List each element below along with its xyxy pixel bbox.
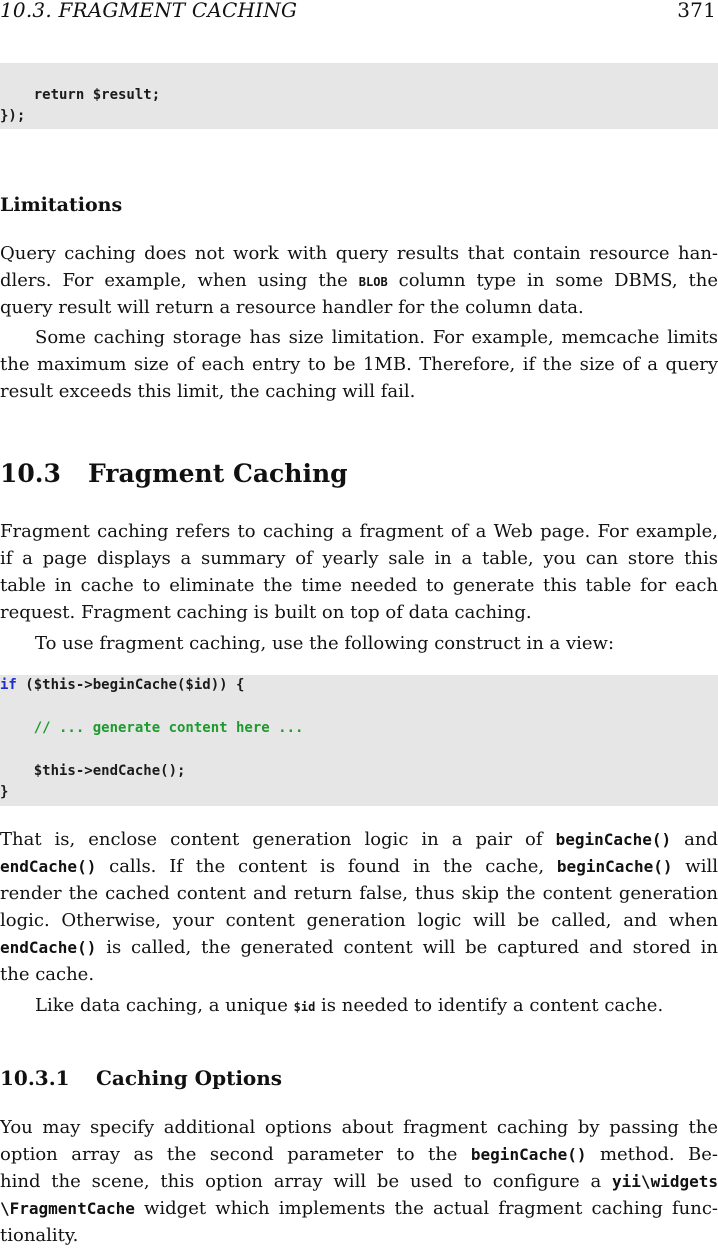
inline-code: endCache()	[0, 938, 97, 957]
subsection-title: Caching Options	[96, 1066, 283, 1090]
text-line: if a page displays a summary of yearly sale in a table, you can store this	[0, 548, 718, 569]
inline-code-blob: BLOB	[358, 275, 388, 289]
text-line: tionality.	[0, 1225, 79, 1246]
text-line: Some caching storage has size limitation. For example, memcache limits	[35, 327, 718, 348]
subsection-number: 10.3.1	[0, 1066, 70, 1090]
text-line: Like data caching, a unique $id is needed to identify a content cache.	[35, 995, 664, 1016]
subsection-heading	[0, 1066, 282, 1090]
text-line: That is, enclose content generation logic in a pair of beginCache() and	[0, 829, 718, 850]
intro-paragraph-1	[0, 518, 718, 626]
section-heading	[0, 459, 348, 488]
limitations-paragraph-2	[0, 324, 718, 405]
explanation-paragraph-2	[0, 992, 718, 1019]
text-line: the cache.	[0, 964, 95, 985]
limitations-heading: Limitations	[0, 194, 123, 216]
inline-code: \FragmentCache	[0, 1199, 135, 1218]
text-line: query result will return a resource handler for the column data.	[0, 297, 584, 318]
text-line: request. Fragment caching is built on top of data caching.	[0, 602, 532, 623]
code-comment: // ... generate content here ...	[0, 720, 304, 736]
inline-code: endCache()	[0, 857, 97, 876]
header-section-title: 10.3. FRAGMENT CACHING	[0, 0, 298, 22]
text-line: Fragment caching refers to caching a fragment of a Web page. For example,	[0, 521, 718, 542]
text-line: result exceeds this limit, the caching will fail.	[0, 381, 416, 402]
text-line: the maximum size of each entry to be 1MB. Therefore, if the size of a query	[0, 354, 718, 375]
intro-paragraph-2	[0, 630, 718, 657]
code-line: });	[0, 108, 26, 124]
text-line: To use fragment caching, use the following construct in a view:	[35, 633, 615, 654]
code-line: $this->endCache();	[0, 763, 186, 779]
text-line: logic. Otherwise, your content generation logic will be called, and when	[0, 910, 718, 931]
code-line: return $result;	[0, 87, 161, 103]
page-number: 371	[677, 0, 716, 22]
section-number: 10.3	[0, 459, 61, 488]
section-title: Fragment Caching	[88, 459, 348, 488]
inline-code: beginCache()	[556, 857, 673, 876]
code-keyword: if	[0, 677, 17, 693]
text-line: hind the scene, this option array will be used to configure a yii\widgets	[0, 1171, 718, 1192]
explanation-paragraph	[0, 826, 718, 988]
inline-code-id: $id	[293, 1000, 316, 1014]
text-line: endCache() calls. If the content is found in the cache, beginCache() will	[0, 856, 718, 877]
limitations-paragraph-1	[0, 240, 718, 321]
text-line: option array as the second parameter to the beginCache() method. Be-	[0, 1144, 718, 1165]
code-line: if ($this->beginCache($id)) {	[0, 677, 245, 693]
code-block-fragment	[0, 675, 718, 806]
text-line: You may specify additional options about fragment caching by passing the	[0, 1117, 718, 1138]
text-line: endCache() is called, the generated content will be captured and stored in	[0, 937, 718, 958]
text-line: Query caching does not work with query results that contain resource han-	[0, 243, 718, 264]
inline-code: beginCache()	[470, 1145, 587, 1164]
text-line: dlers. For example, when using the BLOB column type in some DBMS, the	[0, 270, 718, 291]
options-paragraph	[0, 1114, 718, 1249]
code-line: }	[0, 784, 9, 800]
code-block-return	[0, 63, 718, 129]
text-line: table in cache to eliminate the time needed to generate this table for each	[0, 575, 718, 596]
running-header	[0, 0, 718, 22]
inline-code: yii\widgets	[612, 1172, 718, 1191]
text-line: render the cached content and return false, thus skip the content generation	[0, 883, 718, 904]
text-line: \FragmentCache widget which implements the actual fragment caching func-	[0, 1198, 718, 1219]
inline-code: beginCache()	[555, 830, 672, 849]
